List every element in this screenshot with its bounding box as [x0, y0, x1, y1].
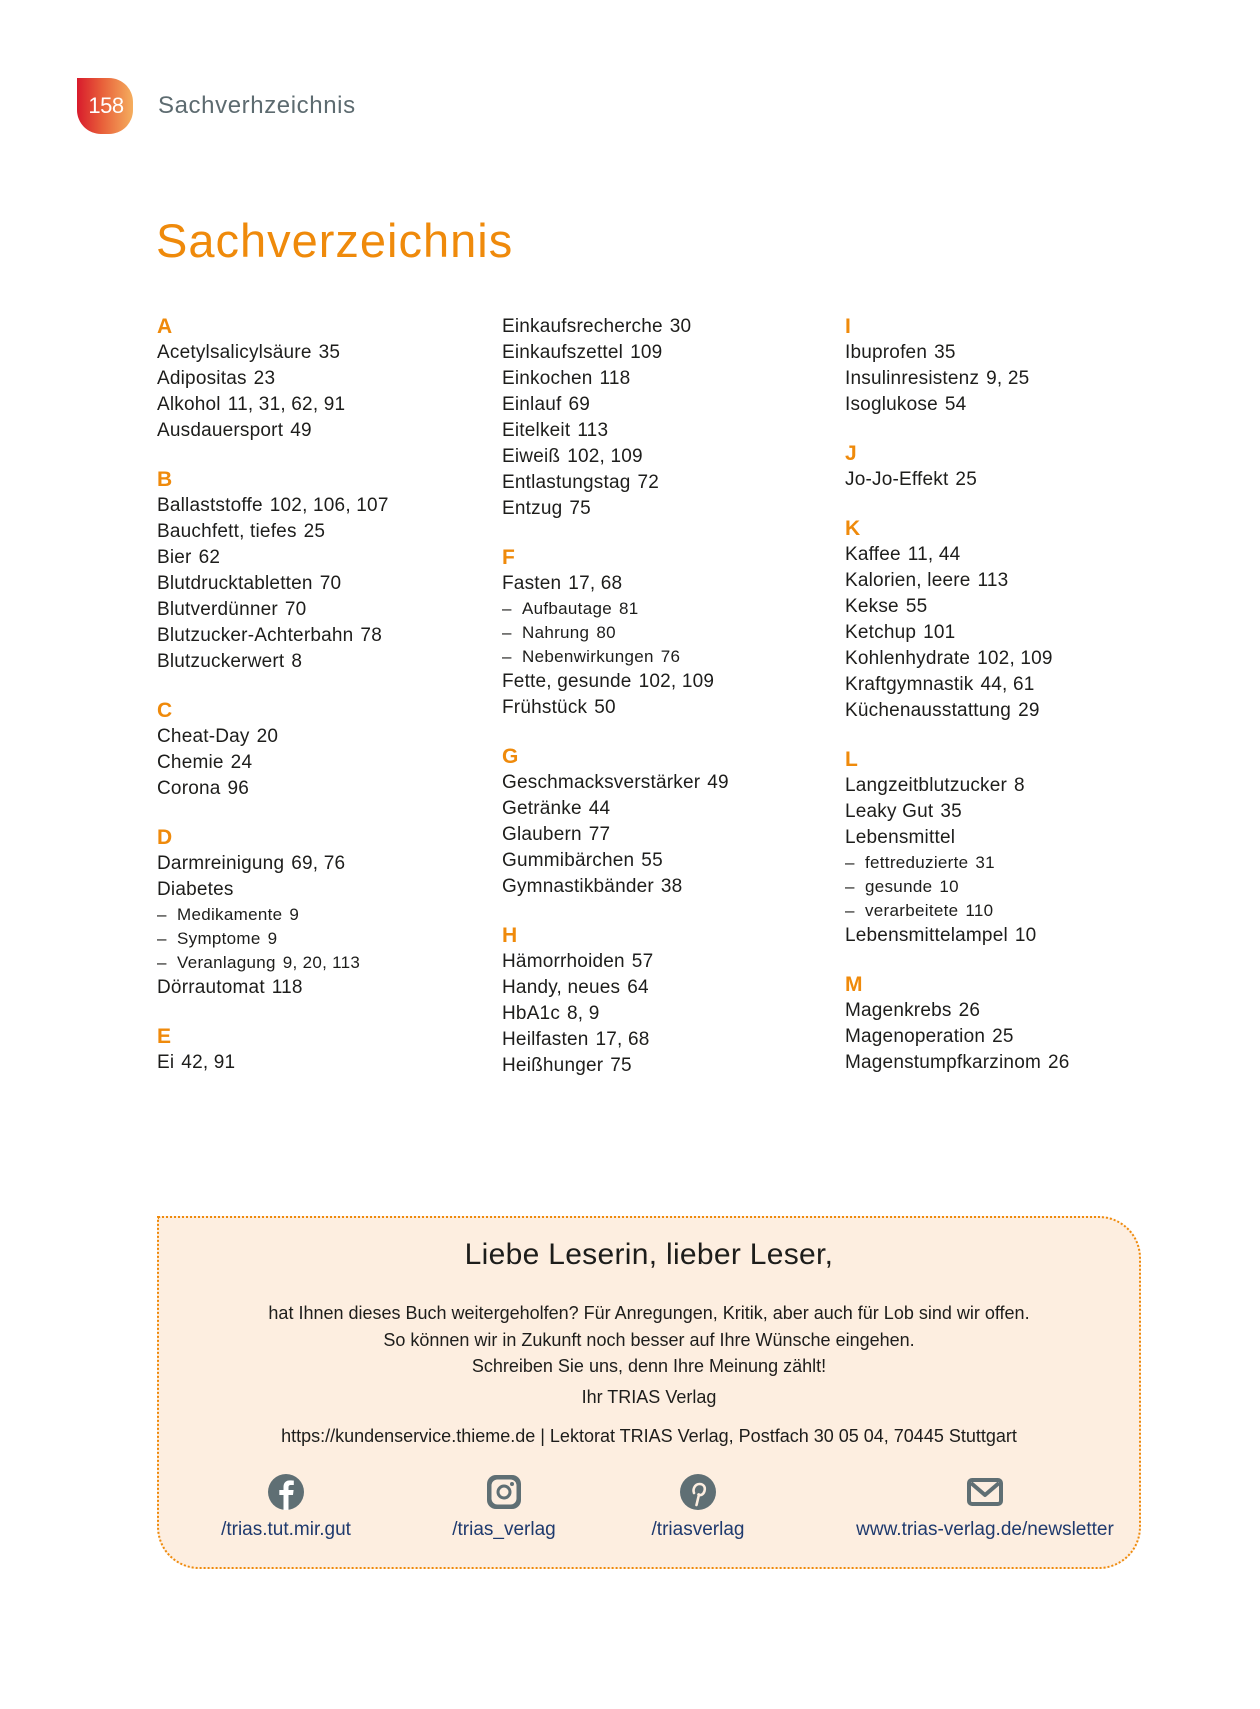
index-letter: F — [502, 546, 515, 569]
index-entry — [502, 822, 832, 848]
social-facebook[interactable] — [166, 1472, 406, 1541]
index-subentry — [157, 903, 487, 927]
index-term: Langzeitblutzucker — [845, 775, 1008, 796]
index-pages: 55 — [905, 596, 928, 617]
index-term: Acetylsalicylsäure — [157, 342, 312, 363]
index-subentry — [845, 899, 1175, 923]
index-entry — [157, 340, 487, 366]
subentry-dash: – — [157, 953, 167, 972]
index-entry — [157, 724, 487, 750]
index-entry — [157, 649, 487, 675]
index-pages: 20 — [256, 726, 279, 747]
index-term: Kekse — [845, 596, 899, 617]
subentry-dash: – — [502, 599, 512, 618]
index-pages: 101 — [923, 622, 956, 643]
index-pages: 49 — [290, 420, 312, 441]
index-pages: 25 — [955, 469, 977, 490]
index-subentry — [157, 951, 487, 975]
index-term: Jo-Jo-Effekt — [845, 469, 949, 490]
index-entry — [502, 571, 832, 597]
running-title: Sachverhzeichnis — [158, 92, 356, 119]
index-term: Lebensmittel — [845, 827, 956, 848]
index-term: verarbeitete — [865, 901, 959, 920]
index-group — [845, 441, 1175, 493]
index-entry — [845, 620, 1175, 646]
index-pages: 29 — [1018, 700, 1040, 721]
feedback-box — [157, 1216, 1141, 1569]
index-entry — [502, 1027, 832, 1053]
social-label[interactable]: www.trias-verlag.de/newsletter — [856, 1519, 1114, 1540]
pinterest-icon — [678, 1472, 718, 1512]
index-entry — [502, 669, 832, 695]
index-entry — [502, 770, 832, 796]
index-term: Einkaufsrecherche — [502, 316, 663, 337]
index-pages: 96 — [227, 778, 250, 799]
index-pages: 10 — [939, 877, 959, 896]
index-entry — [845, 568, 1175, 594]
index-term: Ballaststoffe — [157, 495, 263, 516]
index-pages: 35 — [318, 342, 341, 363]
index-term: Chemie — [157, 752, 224, 773]
index-entry — [157, 776, 487, 802]
index-group — [845, 314, 1175, 418]
index-pages: 26 — [958, 1000, 981, 1021]
index-term: Frühstück — [502, 697, 588, 718]
index-term: Geschmacksverstärker — [502, 772, 701, 793]
index-entry — [157, 597, 487, 623]
index-term: Fasten — [502, 573, 562, 594]
index-entry — [502, 418, 832, 444]
index-letter: I — [845, 315, 851, 338]
index-term: Bier — [157, 547, 192, 568]
index-term: Handy, neues — [502, 977, 621, 998]
index-term: Leaky Gut — [845, 801, 934, 822]
index-term: Diabetes — [157, 879, 234, 900]
index-group — [502, 314, 832, 522]
index-pages: 35 — [940, 801, 962, 822]
index-letter: L — [845, 748, 858, 771]
index-pages: 75 — [610, 1055, 632, 1076]
subentry-dash: – — [845, 853, 855, 872]
index-pages: 35 — [934, 342, 956, 363]
index-pages: 81 — [618, 599, 639, 618]
index-subentry — [845, 875, 1175, 899]
index-pages: 102, 109 — [977, 648, 1053, 669]
index-letter: B — [157, 468, 173, 491]
index-term: Blutzucker-Achterbahn — [157, 625, 354, 646]
index-term: Eitelkeit — [502, 420, 571, 441]
index-group — [845, 516, 1175, 724]
index-pages: 49 — [707, 772, 729, 793]
index-term: Bauchfett, tiefes — [157, 521, 297, 542]
index-term: Blutverdünner — [157, 599, 278, 620]
index-pages: 109 — [630, 342, 663, 363]
index-entry — [502, 496, 832, 522]
index-term: HbA1c — [502, 1003, 561, 1024]
index-entry — [502, 949, 832, 975]
index-term: Veranlagung — [177, 953, 276, 972]
index-term: Blutdrucktabletten — [157, 573, 313, 594]
index-column-2 — [502, 314, 832, 1079]
page-number-badge — [77, 78, 133, 134]
index-pages: 54 — [944, 394, 967, 415]
index-group — [502, 744, 832, 900]
index-letter: D — [157, 826, 173, 849]
index-pages: 26 — [1048, 1052, 1070, 1073]
index-entry — [157, 851, 487, 877]
index-pages: 23 — [253, 368, 276, 389]
index-term: Isoglukose — [845, 394, 938, 415]
index-entry — [502, 1053, 832, 1079]
index-term: Kaffee — [845, 544, 901, 565]
index-group — [157, 825, 487, 1001]
index-pages: 38 — [660, 876, 683, 897]
index-entry — [502, 470, 832, 496]
index-pages: 77 — [588, 824, 611, 845]
index-term: Entzug — [502, 498, 563, 519]
index-pages: 10 — [1014, 925, 1037, 946]
index-pages: 30 — [669, 316, 692, 337]
index-term: Einkaufszettel — [502, 342, 624, 363]
index-entry — [845, 392, 1175, 418]
index-term: Glaubern — [502, 824, 582, 845]
index-pages: 44 — [588, 798, 611, 819]
index-pages: 102, 106, 107 — [269, 495, 389, 516]
index-group — [157, 698, 487, 802]
index-term: Aufbautage — [522, 599, 612, 618]
index-pages: 75 — [569, 498, 591, 519]
index-pages: 113 — [577, 420, 609, 441]
index-entry — [502, 392, 832, 418]
index-entry — [845, 366, 1175, 392]
index-entry — [157, 1050, 487, 1076]
index-entry — [845, 923, 1175, 949]
index-term: Adipositas — [157, 368, 247, 389]
index-entry — [845, 773, 1175, 799]
index-term: Dörrautomat — [157, 977, 265, 998]
index-pages: 78 — [360, 625, 382, 646]
index-term: Magenkrebs — [845, 1000, 952, 1021]
index-term: Magenoperation — [845, 1026, 986, 1047]
index-term: Heißhunger — [502, 1055, 604, 1076]
index-group — [845, 972, 1175, 1076]
index-entry — [845, 998, 1175, 1024]
index-entry — [845, 594, 1175, 620]
index-pages: 8 — [291, 651, 303, 672]
index-term: Ausdauersport — [157, 420, 284, 441]
index-pages: 31 — [975, 853, 995, 872]
index-subentry — [502, 621, 832, 645]
index-term: Ketchup — [845, 622, 917, 643]
index-group — [845, 747, 1175, 949]
index-pages: 102, 109 — [638, 671, 715, 692]
page-number: 158 — [88, 93, 124, 118]
index-pages: 64 — [627, 977, 649, 998]
index-pages: 9 — [289, 905, 300, 924]
index-subentry — [157, 927, 487, 951]
index-term: Medikamente — [177, 905, 283, 924]
social-newsletter[interactable] — [855, 1472, 1115, 1541]
index-pages: 50 — [594, 697, 616, 718]
index-letter: A — [157, 315, 173, 338]
index-term: Blutzuckerwert — [157, 651, 285, 672]
index-entry — [157, 392, 487, 418]
index-entry — [502, 975, 832, 1001]
index-entry — [157, 975, 487, 1001]
index-letter: M — [845, 973, 863, 996]
subentry-dash: – — [845, 901, 855, 920]
feedback-text — [159, 1300, 1139, 1380]
index-term: Magenstumpfkarzinom — [845, 1052, 1041, 1073]
index-pages: 69 — [568, 394, 591, 415]
feedback-address[interactable]: https://kundenservice.thieme.de | Lektorat TRIAS Verlag, Postfach 30 05 04, 70445 Stuttgart — [281, 1426, 1017, 1446]
index-pages: 44, 61 — [980, 674, 1035, 695]
index-term: Einkochen — [502, 368, 593, 389]
index-pages: 62 — [198, 547, 221, 568]
index-term: Kohlenhydrate — [845, 648, 971, 669]
index-entry — [502, 848, 832, 874]
subentry-dash: – — [502, 623, 512, 642]
index-entry — [845, 799, 1175, 825]
index-entry — [157, 623, 487, 649]
index-term: fettreduzierte — [865, 853, 969, 872]
feedback-line: So können wir in Zukunft noch besser auf Ihre Wünsche eingehen. — [383, 1329, 915, 1350]
index-pages: 11, 44 — [907, 544, 961, 565]
feedback-line: Schreiben Sie uns, denn Ihre Meinung zählt! — [471, 1356, 827, 1376]
social-pinterest[interactable] — [578, 1472, 818, 1541]
index-entry — [502, 366, 832, 392]
index-term: Eiweiß — [502, 446, 561, 467]
index-entry — [845, 1050, 1175, 1076]
index-entry — [157, 571, 487, 597]
index-entry — [502, 340, 832, 366]
index-term: Nebenwirkungen — [522, 647, 654, 666]
index-pages: 9, 25 — [986, 368, 1030, 389]
index-pages: 76 — [660, 647, 681, 666]
index-subentry — [845, 851, 1175, 875]
index-term: Darmreinigung — [157, 853, 285, 874]
subentry-dash: – — [157, 905, 167, 924]
index-pages: 9, 20, 113 — [282, 953, 361, 972]
social-label[interactable]: /triasverlag — [651, 1519, 745, 1540]
index-letter: G — [502, 745, 519, 768]
index-letter: K — [845, 517, 861, 540]
index-entry — [845, 825, 1175, 851]
index-term: Kalorien, leere — [845, 570, 971, 591]
index-pages: 11, 31, 62, 91 — [227, 394, 346, 415]
subentry-dash: – — [502, 647, 512, 666]
index-term: Symptome — [177, 929, 261, 948]
index-pages: 72 — [637, 472, 660, 493]
index-term: Corona — [157, 778, 221, 799]
social-label[interactable]: /trias.tut.mir.gut — [221, 1519, 351, 1540]
index-letter: C — [157, 699, 173, 722]
mail-icon — [965, 1472, 1005, 1512]
index-term: Gummibärchen — [502, 850, 635, 871]
index-term: Kraftgymnastik — [845, 674, 974, 695]
feedback-line: hat Ihnen dieses Buch weitergeholfen? Für Anregungen, Kritik, aber auch für Lob sind wir offen. — [268, 1303, 1030, 1323]
index-group — [157, 467, 487, 675]
index-letter: H — [502, 924, 518, 947]
index-term: Ei — [157, 1052, 175, 1073]
index-subentry — [502, 645, 832, 669]
index-term: Cheat-Day — [157, 726, 250, 747]
index-term: Lebensmittelampel — [845, 925, 1008, 946]
index-pages: 70 — [284, 599, 307, 620]
index-entry — [157, 519, 487, 545]
index-entry — [502, 874, 832, 900]
index-pages: 17, 68 — [568, 573, 623, 594]
index-term: Küchenausstattung — [845, 700, 1012, 721]
index-entry — [502, 444, 832, 470]
index-entry — [157, 366, 487, 392]
index-pages: 9 — [267, 929, 278, 948]
index-group — [157, 1024, 487, 1076]
index-pages: 55 — [641, 850, 663, 871]
index-pages: 118 — [271, 977, 303, 998]
index-column-1 — [157, 314, 487, 1076]
index-term: Fette, gesunde — [502, 671, 632, 692]
index-entry — [157, 493, 487, 519]
index-entry — [157, 750, 487, 776]
index-pages: 118 — [599, 368, 631, 389]
index-pages: 24 — [230, 752, 253, 773]
index-entry — [845, 340, 1175, 366]
facebook-icon — [266, 1472, 306, 1512]
index-pages: 57 — [631, 951, 654, 972]
index-pages: 102, 109 — [567, 446, 643, 467]
index-term: Entlastungstag — [502, 472, 631, 493]
index-pages: 80 — [596, 623, 616, 642]
index-term: Gymnastikbänder — [502, 876, 654, 897]
index-entry — [845, 542, 1175, 568]
index-entry — [845, 672, 1175, 698]
index-entry — [502, 1001, 832, 1027]
index-term: Heilfasten — [502, 1029, 589, 1050]
index-entry — [845, 1024, 1175, 1050]
index-term: Getränke — [502, 798, 582, 819]
index-entry — [502, 314, 832, 340]
index-pages: 69, 76 — [291, 853, 346, 874]
index-group — [502, 545, 832, 721]
index-pages: 17, 68 — [595, 1029, 650, 1050]
index-pages: 70 — [319, 573, 342, 594]
subentry-dash: – — [845, 877, 855, 896]
page-title: Sachverzeichnis — [156, 214, 514, 267]
instagram-icon — [484, 1472, 524, 1512]
index-pages: 110 — [965, 901, 994, 920]
index-term: Nahrung — [522, 623, 590, 642]
subentry-dash: – — [157, 929, 167, 948]
index-term: Hämorrhoiden — [502, 951, 625, 972]
index-term: Alkohol — [157, 394, 221, 415]
index-pages: 113 — [977, 570, 1009, 591]
feedback-title: Liebe Leserin, lieber Leser, — [464, 1238, 834, 1271]
index-entry — [157, 418, 487, 444]
index-entry — [845, 646, 1175, 672]
index-entry — [502, 695, 832, 721]
index-pages: 25 — [992, 1026, 1014, 1047]
index-pages: 8 — [1014, 775, 1025, 796]
feedback-signature: Ihr TRIAS Verlag — [581, 1387, 717, 1407]
index-entry — [502, 796, 832, 822]
index-pages: 25 — [303, 521, 326, 542]
index-entry — [157, 545, 487, 571]
index-pages: 42, 91 — [181, 1052, 236, 1073]
social-label[interactable]: /trias_verlag — [452, 1519, 556, 1540]
index-term: Einlauf — [502, 394, 562, 415]
index-entry — [845, 698, 1175, 724]
index-subentry — [502, 597, 832, 621]
index-pages: 8, 9 — [567, 1003, 600, 1024]
index-column-3 — [845, 314, 1175, 1076]
index-entry — [157, 877, 487, 903]
index-letter: E — [157, 1025, 172, 1048]
index-term: Ibuprofen — [845, 342, 928, 363]
index-term: Insulinresistenz — [845, 368, 980, 389]
index-group — [157, 314, 487, 444]
index-entry — [845, 467, 1175, 493]
index-term: gesunde — [865, 877, 933, 896]
index-group — [502, 923, 832, 1079]
index-letter: J — [845, 442, 857, 465]
